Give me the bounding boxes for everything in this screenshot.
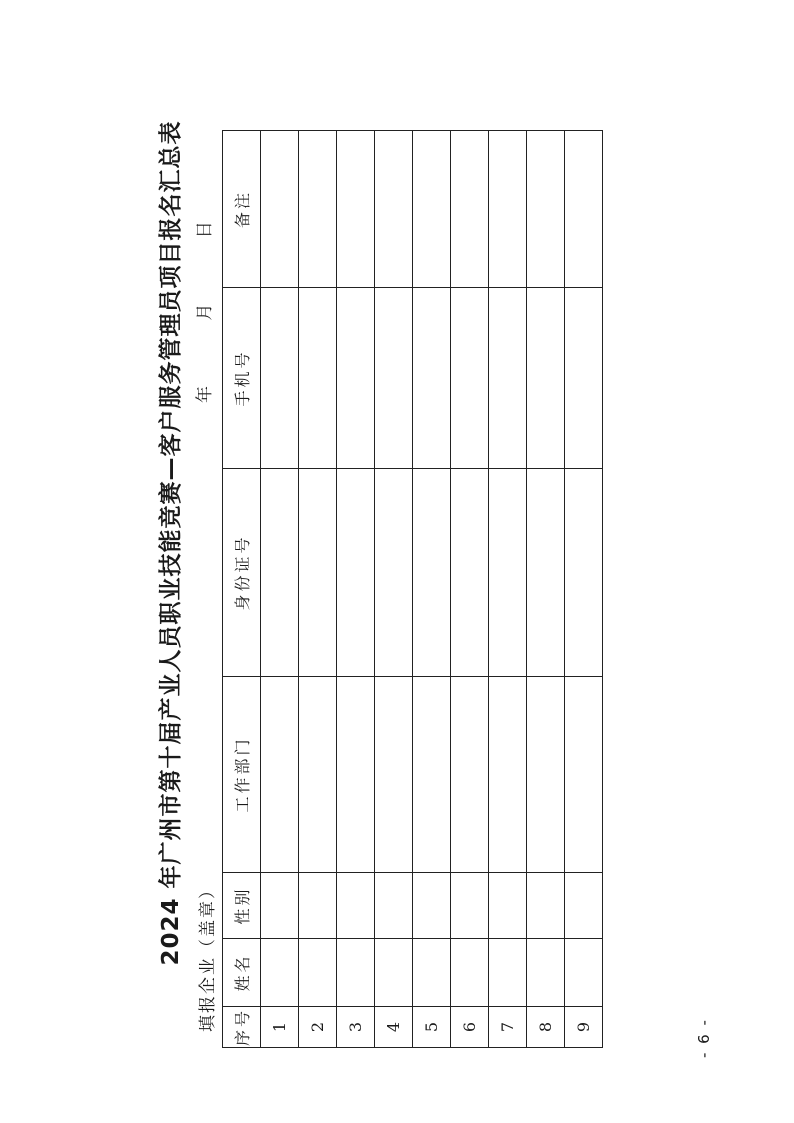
header-id-number: 身份证号 xyxy=(223,469,261,677)
cell-department[interactable] xyxy=(337,677,375,873)
cell-phone[interactable] xyxy=(489,288,527,469)
table-row xyxy=(413,131,451,1048)
page-number-wrapper xyxy=(695,1000,715,1060)
cell-department[interactable] xyxy=(299,677,337,873)
cell-gender[interactable] xyxy=(413,873,451,939)
date-line xyxy=(190,221,215,403)
cell-remarks[interactable] xyxy=(413,131,451,288)
row-number: 6 xyxy=(451,1007,489,1048)
cell-remarks[interactable] xyxy=(527,131,565,288)
header-serial: 序号 xyxy=(223,1007,261,1048)
row-number: 4 xyxy=(375,1007,413,1048)
header-remarks: 备注 xyxy=(223,131,261,288)
row-number: 8 xyxy=(527,1007,565,1048)
cell-phone[interactable] xyxy=(337,288,375,469)
cell-gender[interactable] xyxy=(565,873,603,939)
cell-id-number[interactable] xyxy=(451,469,489,677)
cell-name[interactable] xyxy=(375,939,413,1007)
cell-department[interactable] xyxy=(375,677,413,873)
cell-name[interactable] xyxy=(527,939,565,1007)
date-month: 月 xyxy=(195,303,215,321)
cell-phone[interactable] xyxy=(565,288,603,469)
cell-name[interactable] xyxy=(489,939,527,1007)
row-number: 2 xyxy=(299,1007,337,1048)
cell-remarks[interactable] xyxy=(261,131,299,288)
table-header-row xyxy=(223,131,261,1048)
cell-gender[interactable] xyxy=(527,873,565,939)
cell-id-number[interactable] xyxy=(261,469,299,677)
row-number: 9 xyxy=(565,1007,603,1048)
document-title: 2024 年广州市第十届产业人员职业技能竞赛—客户服务管理员项目报名汇总表 xyxy=(158,120,184,966)
table-row xyxy=(261,131,299,1048)
cell-remarks[interactable] xyxy=(375,131,413,288)
cell-name[interactable] xyxy=(451,939,489,1007)
cell-remarks[interactable] xyxy=(337,131,375,288)
cell-id-number[interactable] xyxy=(299,469,337,677)
cell-name[interactable] xyxy=(565,939,603,1007)
cell-phone[interactable] xyxy=(527,288,565,469)
cell-department[interactable] xyxy=(527,677,565,873)
cell-remarks[interactable] xyxy=(451,131,489,288)
cell-phone[interactable] xyxy=(261,288,299,469)
date-day: 日 xyxy=(195,221,215,239)
cell-id-number[interactable] xyxy=(375,469,413,677)
cell-id-number[interactable] xyxy=(413,469,451,677)
cell-gender[interactable] xyxy=(375,873,413,939)
cell-phone[interactable] xyxy=(375,288,413,469)
table-row xyxy=(565,131,603,1048)
table-row xyxy=(489,131,527,1048)
row-number: 5 xyxy=(413,1007,451,1048)
table-row xyxy=(299,131,337,1048)
cell-phone[interactable] xyxy=(451,288,489,469)
cell-gender[interactable] xyxy=(489,873,527,939)
cell-gender[interactable] xyxy=(299,873,337,939)
cell-department[interactable] xyxy=(261,677,299,873)
cell-name[interactable] xyxy=(413,939,451,1007)
cell-department[interactable] xyxy=(451,677,489,873)
cell-phone[interactable] xyxy=(413,288,451,469)
cell-name[interactable] xyxy=(299,939,337,1007)
row-number: 7 xyxy=(489,1007,527,1048)
header-name: 姓名 xyxy=(223,939,261,1007)
cell-id-number[interactable] xyxy=(489,469,527,677)
cell-remarks[interactable] xyxy=(565,131,603,288)
cell-name[interactable] xyxy=(337,939,375,1007)
row-number: 1 xyxy=(261,1007,299,1048)
cell-gender[interactable] xyxy=(451,873,489,939)
cell-department[interactable] xyxy=(565,677,603,873)
cell-phone[interactable] xyxy=(299,288,337,469)
page-number: - 6 - xyxy=(695,1018,713,1058)
table-row xyxy=(451,131,489,1048)
cell-gender[interactable] xyxy=(261,873,299,939)
table-row xyxy=(527,131,565,1048)
header-department: 工作部门 xyxy=(223,677,261,873)
cell-name[interactable] xyxy=(261,939,299,1007)
date-year: 年 xyxy=(195,386,215,403)
cell-id-number[interactable] xyxy=(527,469,565,677)
cell-id-number[interactable] xyxy=(565,469,603,677)
cell-remarks[interactable] xyxy=(489,131,527,288)
cell-remarks[interactable] xyxy=(299,131,337,288)
cell-department[interactable] xyxy=(489,677,527,873)
header-phone: 手机号 xyxy=(223,288,261,469)
cell-id-number[interactable] xyxy=(337,469,375,677)
cell-department[interactable] xyxy=(413,677,451,873)
filler-company-label: 填报企业（盖章） xyxy=(198,880,218,1032)
table-row xyxy=(337,131,375,1048)
registration-table xyxy=(222,130,603,1048)
header-gender: 性别 xyxy=(223,873,261,939)
table-row xyxy=(375,131,413,1048)
row-number: 3 xyxy=(337,1007,375,1048)
cell-gender[interactable] xyxy=(337,873,375,939)
